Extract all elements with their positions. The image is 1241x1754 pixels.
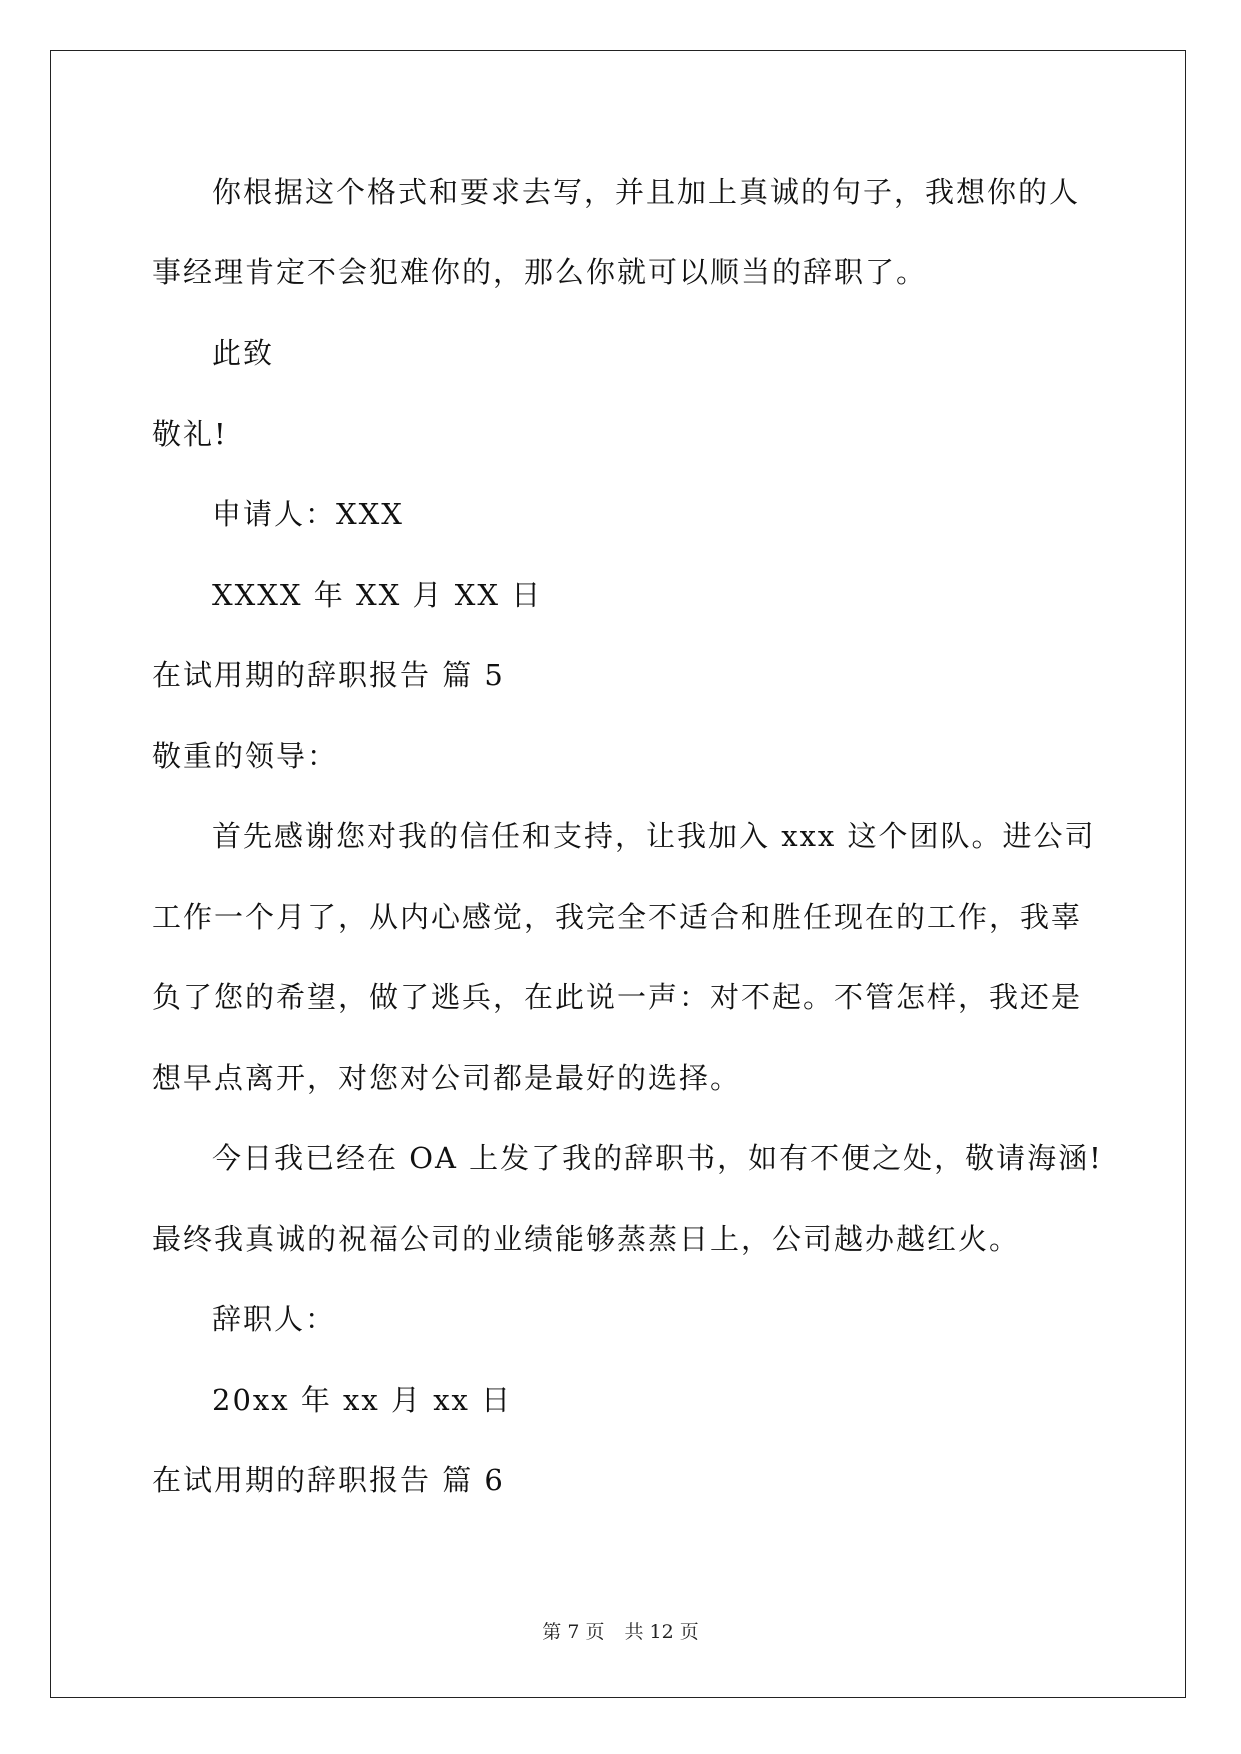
paragraph-line: 负了您的希望，做了逃兵，在此说一声：对不起。不管怎样，我还是 (152, 980, 1083, 1014)
paragraph-line: 想早点离开，对您对公司都是最好的选择。 (152, 1061, 742, 1095)
applicant-signature: 申请人：XXX (212, 497, 404, 531)
paragraph-line: 首先感谢您对我的信任和支持，让我加入 xxx 这个团队。进公司 (212, 819, 1096, 853)
page-border (50, 50, 1186, 1698)
paragraph-line: 事经理肯定不会犯难你的，那么你就可以顺当的辞职了。 (152, 255, 928, 289)
paragraph-line: 工作一个月了，从内心感觉，我完全不适合和胜任现在的工作，我辜 (152, 900, 1083, 934)
page-number: 第 7 页 (542, 1621, 605, 1643)
paragraph-line: 你根据这个格式和要求去写，并且加上真诚的句子，我想你的人 (212, 175, 1081, 209)
paragraph-line: 最终我真诚的祝福公司的业绩能够蒸蒸日上，公司越办越红火。 (152, 1222, 1021, 1256)
page-total: 共 12 页 (624, 1621, 699, 1643)
section-heading: 在试用期的辞职报告 篇 6 (152, 1463, 505, 1497)
closing-salutation: 此致 (212, 336, 275, 370)
page-footer (0, 1620, 1241, 1644)
section-heading: 在试用期的辞职报告 篇 5 (152, 658, 505, 692)
paragraph-line: 今日我已经在 OA 上发了我的辞职书，如有不便之处，敬请海涵! (212, 1141, 1103, 1175)
signature-date: 20xx 年 xx 月 xx 日 (212, 1383, 513, 1417)
resignee-signature: 辞职人： (212, 1302, 337, 1336)
letter-greeting: 敬重的领导： (152, 739, 339, 773)
closing-regards: 敬礼! (152, 417, 228, 451)
signature-date: XXXX 年 XX 月 XX 日 (212, 578, 543, 612)
